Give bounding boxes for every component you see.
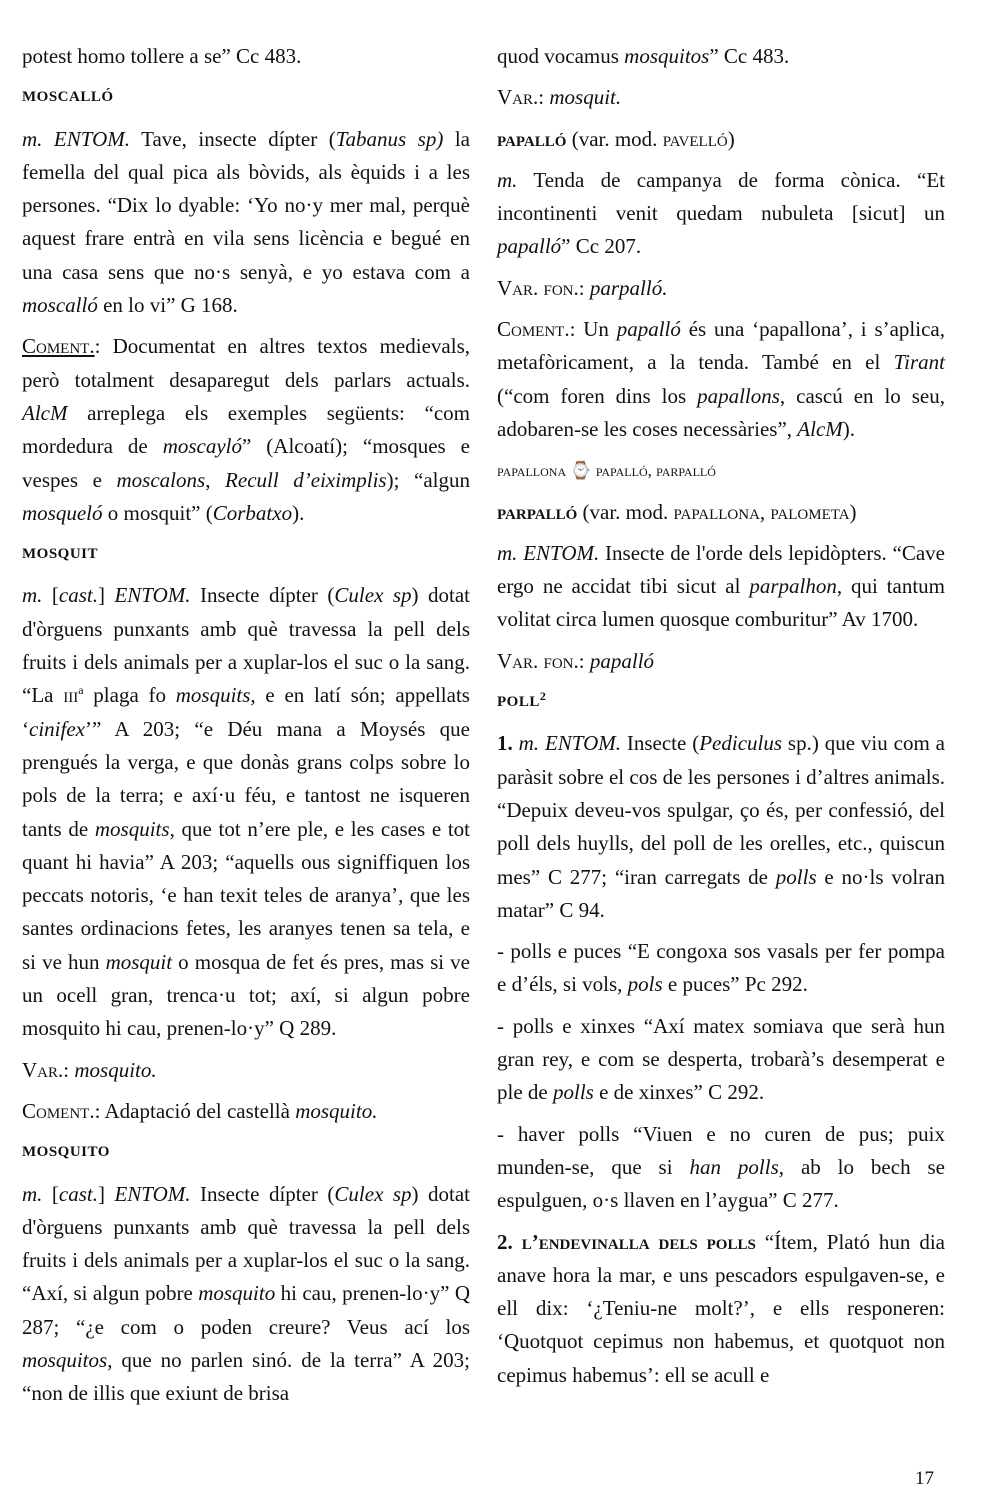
text: Insecte dípter ( xyxy=(190,1181,335,1206)
quoted-form: han polls xyxy=(689,1154,779,1179)
text: (var. mod. xyxy=(577,499,674,524)
quoted-form: papalló xyxy=(616,317,681,342)
text: Insecte ( xyxy=(620,731,700,756)
entry-head-papallo xyxy=(497,123,945,156)
text: (“com foren dins los xyxy=(497,383,698,408)
quoted-form: mosquito xyxy=(198,1281,276,1306)
text: ); “algun xyxy=(386,467,471,492)
grammar-label: m. ENTOM. xyxy=(497,540,600,565)
source: Recull d’eiximplis xyxy=(225,467,387,492)
phrase-polls-e-puces xyxy=(497,935,945,1002)
text: ] xyxy=(97,1181,115,1206)
text: , xyxy=(205,467,226,492)
headword: MOSCALLÓ xyxy=(22,89,114,106)
text: : Un xyxy=(569,317,617,342)
grammar-label: m. ENTOM. xyxy=(518,731,621,756)
entry-variant xyxy=(497,272,945,305)
text: “Ítem, Plató hun dia anave hora la mar, e uns pescadors espulgaven-se, e ell dix: ‘¿Teniu-ne molt?’, e ells responeren: ‘Quotquot cepimus non habemus, et quotquot non cepimus habemus’: ell se acull e xyxy=(497,1229,946,1387)
text: és una ‘papallona’, i s’aplica, metafòricament, a la tenda. També en el xyxy=(497,317,945,375)
sense-number: 2. xyxy=(497,1229,513,1254)
modern-variant: pavelló xyxy=(662,126,728,151)
grammar-label: m. xyxy=(22,1181,43,1206)
entry-definition xyxy=(22,123,470,323)
headword: parpalló xyxy=(497,499,578,524)
continuation-text xyxy=(497,40,945,73)
text: ] xyxy=(97,583,115,608)
text: ’” A 203; “e Déu mana a Moysés que prengués la verga, e que donàs grans colps sobre lo pols de la terra; e axí·u féu, e tantost ne isqueren tants de xyxy=(22,716,470,841)
entry-head-mosquit xyxy=(22,538,470,571)
origin-label: cast. xyxy=(58,1181,98,1206)
entry-variant xyxy=(497,645,945,678)
species-name: Tabanus sp) xyxy=(335,126,444,151)
quoted-form: mosquits, xyxy=(175,683,256,708)
variant-label: Var. xyxy=(497,85,539,110)
phrase-label: l’endevinalla dels polls xyxy=(521,1229,756,1254)
headword: papallona xyxy=(497,461,567,481)
roman-numeral: iii xyxy=(63,683,79,708)
quoted-form: moscayló xyxy=(162,434,243,459)
quoted-form: mosquit xyxy=(105,949,173,974)
headword: POLL xyxy=(497,694,540,711)
text xyxy=(513,1230,522,1254)
text: : xyxy=(578,648,590,673)
entry-definition xyxy=(22,579,470,1045)
entry-definition xyxy=(497,164,945,264)
species-name: Pediculus xyxy=(699,731,783,756)
text: e en latí són; appellats ‘ xyxy=(22,683,470,741)
phrase-polls-e-xinxes xyxy=(497,1010,945,1110)
variant-form: papalló xyxy=(589,648,655,673)
text: [ xyxy=(42,1181,59,1206)
text: ) xyxy=(849,499,857,524)
continuation-text xyxy=(22,40,470,73)
text: e de xinxes” C 292. xyxy=(593,1080,765,1105)
homograph-number: 2 xyxy=(539,689,547,704)
text: e puces” Pc 292. xyxy=(662,972,808,997)
variant-form: mosquit. xyxy=(549,85,622,110)
species-name: Culex sp xyxy=(334,583,412,608)
quoted-form: mosquits xyxy=(94,816,170,841)
quoted-form: parpalhon xyxy=(749,574,837,599)
variant-form: parpalló. xyxy=(589,275,668,300)
see-icon: ⌚ xyxy=(566,461,596,481)
entry-definition xyxy=(497,537,945,637)
superscript: a xyxy=(78,683,84,698)
text: Tave, insecte dípter ( xyxy=(129,126,336,151)
domain-label: ENTOM. xyxy=(114,1181,191,1206)
text: , que tot n’ere ple, e les cases e tot quant hi havia” A 203; “aquells ous signiffiquen los peccats notoris, ‘e han texit teles de aranya’, que les santes ordinacions fetes, les aranyes tenen sa tela, e si ve hun xyxy=(22,816,471,974)
text: ) xyxy=(727,126,735,151)
entry-definition xyxy=(22,1178,470,1411)
entry-comment xyxy=(497,313,945,446)
entry-head-poll xyxy=(497,686,945,719)
comment-label: Coment. xyxy=(22,334,95,359)
text: : Adaptació del castellà xyxy=(94,1098,296,1123)
variant-label: Var. xyxy=(22,1057,64,1082)
text: o mosqua de fet és pres, mas si ve un ocell gran, trenca·u tot; axí, si algun pobre mosquito hi cau, prenen-lo·y” Q 289. xyxy=(22,949,471,1041)
comment-label: Coment. xyxy=(497,317,570,342)
variant-label: Var. fon. xyxy=(497,275,579,300)
entry-comment xyxy=(22,1095,470,1128)
left-column xyxy=(22,40,470,1419)
source: AlcM xyxy=(22,400,68,425)
entry-crossref-papallona xyxy=(497,454,945,487)
sense-2 xyxy=(497,1226,945,1392)
domain-label: ENTOM. xyxy=(114,583,191,608)
sense-1 xyxy=(497,727,945,927)
quoted-form: mosqueló xyxy=(22,500,103,525)
quoted-form: pols xyxy=(627,972,663,997)
text: - polls e puces “E congoxa sos vasals per fer pompa e d’éls, si vols, xyxy=(497,939,945,997)
grammar-label: m. ENTOM. xyxy=(22,126,130,151)
page-number: 17 xyxy=(915,1468,934,1489)
species-name: Culex sp xyxy=(334,1181,412,1206)
text: : Documentat en altres textos medievals, però totalment desaparegut dels parlars actuals. xyxy=(22,334,470,392)
text: sp.) que viu com a paràsit sobre el cos de les persones i d’altres animals. “Depuix deveu-vos spulgar, ço és, per confessió, del poll dels huylls, del poll de les orelles, etc., quiscun mes” C 277; “iran carregats de xyxy=(497,731,945,889)
text: : xyxy=(578,275,590,300)
text: , cascú en lo seu, adobaren-se les coses necessàries”, xyxy=(497,383,945,441)
quoted-form: polls xyxy=(775,864,817,889)
quoted-form: mosquitos xyxy=(624,44,710,68)
entry-head-parpallo xyxy=(497,496,945,529)
variant-label: Var. fon. xyxy=(497,648,579,673)
text: , qui tantum volitat circa lumen quosque comburitur” Av 1700. xyxy=(497,574,945,632)
grammar-label: m. xyxy=(22,583,43,608)
quoted-form: polls xyxy=(552,1080,594,1105)
text: en lo vi” G 168. xyxy=(97,293,238,318)
quoted-form: cinifex xyxy=(29,716,85,741)
text: Tenda de campanya de forma cònica. “Et incontinenti venit quedam nubuleta [sicut] un xyxy=(497,167,945,226)
headword: MOSQUITO xyxy=(22,1144,110,1161)
text: - haver polls “Viuen e no curen de pus; puix munden-se, que si xyxy=(497,1121,945,1179)
text: : xyxy=(63,1057,75,1082)
text: [ xyxy=(42,583,59,608)
text: e no·ls volran matar” C 94. xyxy=(497,864,945,922)
grammar-label: m. xyxy=(497,167,518,192)
text: Insecte dípter ( xyxy=(190,583,335,608)
crossref-target: papalló, parpalló xyxy=(595,461,716,481)
quoted-form: papallons xyxy=(697,383,780,408)
text: quod vocamus xyxy=(497,44,625,68)
entry-head-moscallo xyxy=(22,81,470,114)
quoted-form: moscalons xyxy=(116,467,206,492)
text: ” (Alcoatí); “mosques e vespes e xyxy=(22,434,470,492)
text: plaga fo xyxy=(83,683,176,708)
entry-variant xyxy=(497,81,945,114)
right-column xyxy=(497,40,945,1400)
source: AlcM xyxy=(797,416,843,441)
quoted-form: papalló xyxy=(497,234,562,259)
text: ). xyxy=(292,500,305,525)
text: potest homo tollere a se” Cc 483. xyxy=(22,44,302,68)
text: hi cau, prenen-lo·y” Q 287; “¿e com o poden creure? Veus ací los xyxy=(22,1281,471,1339)
text: la femella del qual pica als bòvids, als èquids i a les persones. “Dix lo dyable: ‘Yo no·y mer mal, perquè aquest frare entrà en vila sens licència e begué en una casa sens que no·s senyà, e yo estava com a xyxy=(22,126,471,284)
text: ” Cc 207. xyxy=(561,234,642,259)
entry-head-mosquito xyxy=(22,1136,470,1169)
headword: papalló xyxy=(497,126,567,151)
text: : xyxy=(538,85,550,110)
headword: MOSQUIT xyxy=(22,546,99,563)
source: Corbatxo xyxy=(212,500,293,525)
source: Tirant xyxy=(893,350,945,375)
text: , ab lo bech se espulguen, o·s llaven en l’aygua” C 277. xyxy=(497,1154,945,1213)
text: o mosquit” ( xyxy=(102,500,213,525)
entry-comment xyxy=(22,330,470,530)
text: Insecte de l'orde dels lepidòpters. “Cave ergo ne accidat tibi sicut al xyxy=(497,540,945,599)
text: , que no parlen sinó. de la terra” A 203; “non de illis que exiunt de brisa xyxy=(22,1347,470,1406)
text: (var. mod. xyxy=(566,126,663,151)
phrase-haver-polls xyxy=(497,1118,945,1218)
comment-label: Coment. xyxy=(22,1098,95,1123)
text: arreplega els exemples següents: “com mordedura de xyxy=(22,400,470,459)
text: ). xyxy=(842,416,856,441)
text: ) dotat d'òrguens punxants amb què travessa la pell dels fruits i dels animals per a xuplar-los el suc o la sang. “La xyxy=(22,583,471,708)
sense-number: 1. xyxy=(497,731,513,756)
quoted-form: moscalló xyxy=(22,293,98,318)
origin-label: cast. xyxy=(58,583,98,608)
text: - polls e xinxes “Axí matex somiava que serà hun gran rey, e com se desperta, trobarà’s desemperat e ple de xyxy=(497,1013,945,1105)
entry-variant xyxy=(22,1054,470,1087)
quoted-form: mosquitos xyxy=(22,1347,108,1372)
variant-form: mosquito. xyxy=(74,1057,157,1082)
text: ” Cc 483. xyxy=(709,44,790,68)
quoted-form: mosquito. xyxy=(295,1098,378,1123)
modern-variant: papallona, palometa xyxy=(673,499,850,524)
text: ) dotat d'òrguens punxants amb què travessa la pell dels fruits i dels animals per a xuplar-los el suc o la sang. “Axí, si algun pobre xyxy=(22,1181,471,1306)
